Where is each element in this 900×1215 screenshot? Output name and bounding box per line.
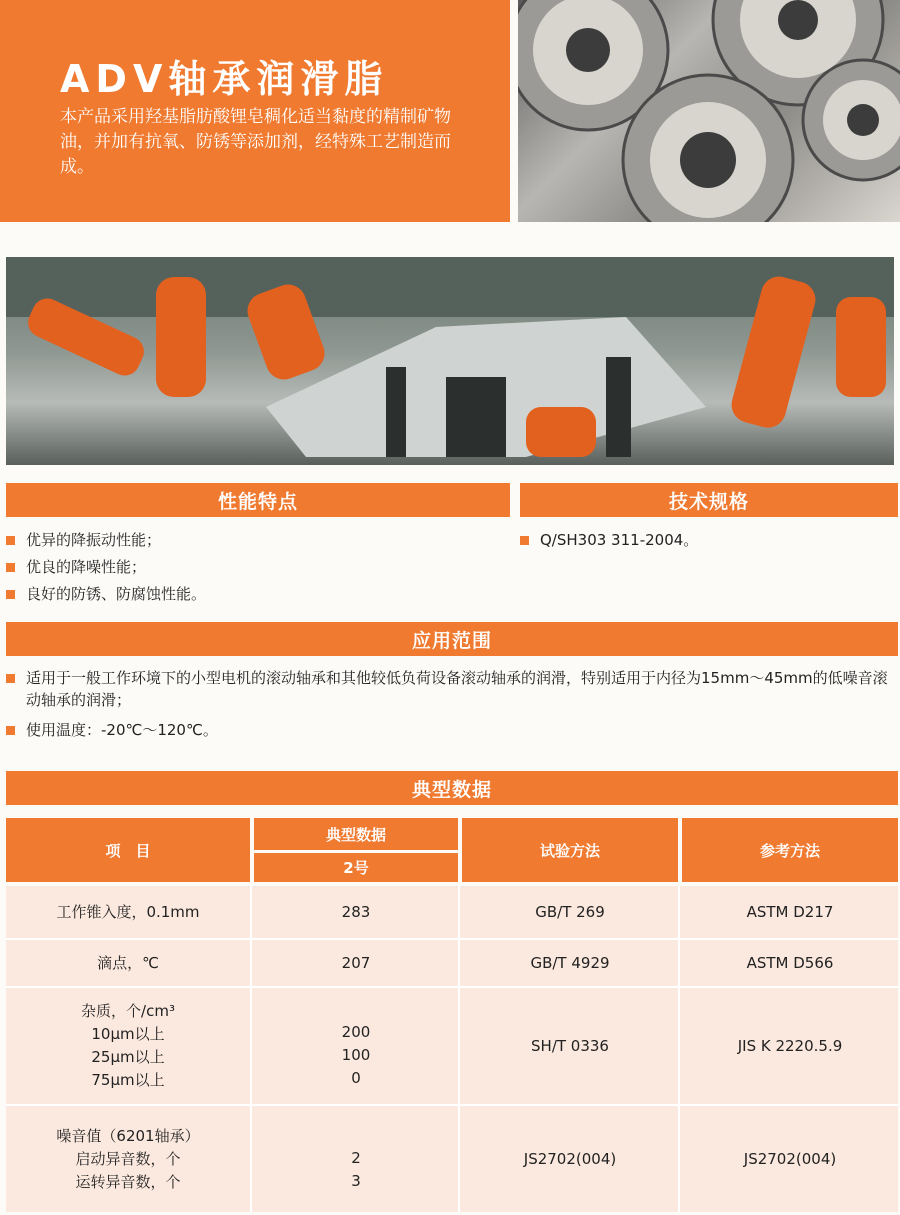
bullet-square-icon bbox=[6, 674, 15, 683]
col-header-test-method: 试验方法 bbox=[462, 818, 678, 882]
cell-value: 283 bbox=[341, 902, 371, 921]
bullet-square-icon bbox=[6, 726, 15, 735]
cell-item: 杂质，个/cm³ 10μm以上 25μm以上 75μm以上 bbox=[81, 1002, 175, 1089]
robot-assembly-photo bbox=[6, 257, 894, 465]
performance-heading bbox=[6, 483, 510, 517]
list-item: 适用于一般工作环境下的小型电机的滚动轴承和其他较低负荷设备滚动轴承的润滑，特别适用于内径为15mm～45mm的低噪音滚动轴承的润滑； bbox=[4, 667, 894, 711]
bullet-square-icon bbox=[520, 536, 529, 545]
spec-heading bbox=[520, 483, 898, 517]
cell-item: 工作锥入度，0.1mm bbox=[56, 902, 200, 921]
spec-list bbox=[518, 527, 888, 554]
hero-banner bbox=[0, 0, 510, 222]
gears-photo bbox=[518, 0, 900, 222]
cell-item: 滴点，℃ bbox=[97, 953, 159, 972]
performance-list bbox=[4, 527, 484, 608]
cell-value: 200 100 0 bbox=[341, 1022, 371, 1087]
cell-test-method: GB/T 269 bbox=[535, 902, 605, 921]
col-header-grade: 2号 bbox=[254, 853, 458, 882]
cell-reference-method: ASTM D217 bbox=[746, 902, 834, 921]
bullet-square-icon bbox=[6, 590, 15, 599]
table-row bbox=[6, 886, 898, 938]
cell-test-method: JS2702(004) bbox=[523, 1149, 617, 1168]
product-title: ADV轴承润滑脂 bbox=[60, 57, 389, 101]
cell-reference-method: ASTM D566 bbox=[746, 953, 834, 972]
table-row bbox=[6, 988, 898, 1104]
application-title: 应用范围 bbox=[411, 629, 492, 652]
typical-data-title: 典型数据 bbox=[411, 778, 492, 801]
col-header-item: 项 目 bbox=[6, 818, 250, 882]
bullet-square-icon bbox=[6, 563, 15, 572]
list-item: 优异的降振动性能； bbox=[4, 527, 484, 554]
application-list bbox=[4, 667, 894, 749]
cell-test-method: GB/T 4929 bbox=[530, 953, 610, 972]
list-item: 优良的降噪性能； bbox=[4, 554, 484, 581]
cell-test-method: SH/T 0336 bbox=[531, 1036, 609, 1055]
list-item: 良好的防锈、防腐蚀性能。 bbox=[4, 581, 484, 608]
cell-reference-method: JIS K 2220.5.9 bbox=[737, 1036, 843, 1055]
col-header-typical: 典型数据 bbox=[254, 818, 458, 850]
list-item: 使用温度：-20℃～120℃。 bbox=[4, 719, 894, 741]
typical-data-table bbox=[6, 818, 898, 1212]
col-header-reference-method: 参考方法 bbox=[682, 818, 898, 882]
product-description: 本产品采用羟基脂肪酸锂皂稠化适当黏度的精制矿物油，并加有抗氧、防锈等添加剂，经特殊工艺制造而成。 bbox=[60, 107, 451, 177]
table-row bbox=[6, 940, 898, 986]
cell-value: 2 3 bbox=[351, 1149, 361, 1190]
table-row bbox=[6, 1106, 898, 1212]
cell-item: 噪音值（6201轴承） 启动异音数，个 运转异音数，个 bbox=[56, 1126, 200, 1191]
spec-title: 技术规格 bbox=[668, 490, 749, 513]
cell-value: 207 bbox=[341, 953, 371, 972]
typical-data-heading bbox=[6, 771, 898, 805]
cell-reference-method: JS2702(004) bbox=[743, 1149, 837, 1168]
application-heading bbox=[6, 622, 898, 656]
bullet-square-icon bbox=[6, 536, 15, 545]
list-item: Q/SH303 311-2004。 bbox=[518, 527, 888, 554]
performance-title: 性能特点 bbox=[217, 490, 298, 513]
